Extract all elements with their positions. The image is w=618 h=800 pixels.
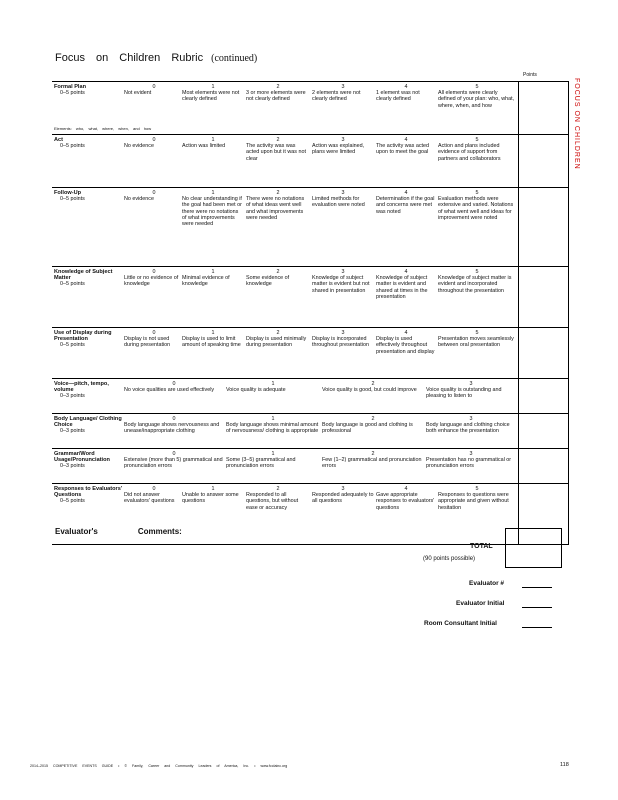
- total-sub: (90 points possible): [423, 556, 476, 562]
- score-cell: [438, 486, 516, 511]
- score-number: 1: [211, 269, 215, 275]
- sig-initial-label: Evaluator Initial: [456, 600, 505, 607]
- score-cell: [426, 381, 516, 400]
- score-number: 2: [276, 269, 280, 275]
- rubric-row: [52, 135, 618, 188]
- score-cell: [438, 330, 516, 349]
- score-description: Few (1–2) grammatical and pronunciation errors: [322, 457, 422, 470]
- score-cell: [322, 451, 424, 470]
- sig-initial-line[interactable]: [522, 607, 552, 608]
- score-cell: [182, 330, 244, 349]
- score-number: 0: [152, 84, 156, 90]
- score-cell: [182, 84, 244, 103]
- score-number: 0: [152, 330, 156, 336]
- score-description: All elements were clearly defined of your plan: who, what, where, when, and how: [438, 90, 515, 109]
- score-number: 5: [475, 84, 479, 90]
- score-description: 3 or more elements were not clearly defined: [246, 90, 306, 103]
- sig-consultant-label: Room Consultant Initial: [424, 620, 497, 627]
- score-description: Voice quality is outstanding and pleasing to listen to: [426, 387, 502, 400]
- score-description: Knowledge of subject matter is evident and shared at times in the presentation: [376, 275, 428, 300]
- score-number: 5: [475, 137, 479, 143]
- score-description: Did not answer evaluators' questions: [124, 492, 175, 505]
- score-description: Action was limited: [182, 143, 226, 150]
- score-description: Body language shows nervousness and unease/inappropriate clothing: [124, 422, 220, 435]
- score-description: Responded to all questions, but without ease or accuracy: [246, 492, 299, 511]
- score-cell: [426, 416, 516, 435]
- score-number: 3: [341, 190, 345, 196]
- side-label: FOCUS ON CHILDREN: [573, 78, 580, 170]
- total-label: TOTAL: [470, 543, 493, 550]
- score-description: Display is used effectively throughout presentation and display: [376, 336, 435, 355]
- score-description: The activity was acted upon to meet the goal: [376, 143, 430, 156]
- criterion: [54, 486, 124, 505]
- score-cell: [312, 84, 374, 103]
- score-cell: [312, 486, 374, 505]
- score-number: 0: [152, 137, 156, 143]
- criterion: [54, 84, 124, 96]
- score-number: 2: [371, 451, 375, 457]
- score-cell: [312, 269, 374, 294]
- score-description: No evidence: [124, 143, 154, 150]
- score-cell: [376, 190, 436, 215]
- score-number: 0: [172, 451, 176, 457]
- score-cell: [312, 190, 374, 209]
- score-cell: [438, 269, 516, 294]
- score-cell: [312, 330, 374, 349]
- criterion-range: 0–5 points: [60, 498, 85, 505]
- score-number: 4: [404, 137, 408, 143]
- criterion-name: Use of Display during Presentation: [54, 330, 112, 343]
- score-number: 0: [152, 486, 156, 492]
- score-description: Little or no evidence of knowledge: [124, 275, 179, 288]
- score-number: 4: [404, 84, 408, 90]
- score-description: 1 element was not clearly defined: [376, 90, 420, 103]
- score-number: 3: [341, 84, 345, 90]
- score-number: 0: [172, 416, 176, 422]
- criterion-name: Body Language/ Clothing Choice: [54, 416, 122, 429]
- score-number: 2: [276, 84, 280, 90]
- continued-label: (continued): [211, 53, 258, 64]
- score-number: 2: [371, 381, 375, 387]
- page-title: Focus on Children Rubric (continued): [55, 52, 258, 64]
- score-description: Voice quality is adequate: [226, 387, 286, 394]
- score-number: 3: [469, 381, 473, 387]
- score-description: Body language is good and clothing is professional: [322, 422, 413, 435]
- score-cell: [246, 84, 310, 103]
- score-description: Display is not used during presentation: [124, 336, 171, 349]
- score-number: 5: [475, 330, 479, 336]
- score-description: Unable to answer some questions: [182, 492, 239, 505]
- score-number: 4: [404, 190, 408, 196]
- score-number: 2: [276, 330, 280, 336]
- score-cell: [438, 137, 516, 162]
- rubric-row: [52, 267, 618, 328]
- points-cell[interactable]: [518, 379, 568, 414]
- criterion-name: Responses to Evaluators' Questions: [54, 486, 123, 499]
- criterion: [54, 137, 124, 149]
- score-cell: [438, 190, 516, 221]
- sig-consultant-line[interactable]: [522, 627, 552, 628]
- score-number: 3: [341, 486, 345, 492]
- score-description: Responded adequately to all questions: [312, 492, 374, 505]
- criterion-range: 0–3 points: [60, 428, 85, 435]
- score-description: Some (3–5) grammatical and pronunciation errors: [226, 457, 296, 470]
- score-description: Evaluation methods were extensive and varied. Notations of what went well and ideas for improvement were noted: [438, 196, 514, 221]
- criterion: [54, 269, 124, 288]
- score-description: There were no notations of what ideas went well and what improvements were needed: [246, 196, 305, 221]
- criterion-range: 0–3 points: [60, 393, 85, 400]
- score-description: Action and plans included evidence of support from partners and collaborators: [438, 143, 501, 162]
- score-number: 1: [271, 416, 275, 422]
- points-cell[interactable]: [518, 414, 568, 449]
- score-description: Knowledge of subject matter is evident but not shared in presentation: [312, 275, 370, 294]
- score-cell: [182, 137, 244, 149]
- score-number: 5: [475, 190, 479, 196]
- score-cell: [312, 137, 374, 156]
- criterion-range: 0–5 points: [60, 90, 85, 97]
- score-number: 5: [475, 269, 479, 275]
- points-cell[interactable]: [518, 188, 568, 267]
- score-cell: [246, 269, 310, 288]
- footer: 2014–2015 COMPETITIVE EVENTS GUIDE • © Family, Career and Community Leaders of America, Inc. • www.fcclainc.org: [30, 764, 288, 768]
- score-description: Display is used minimally during presentation: [246, 336, 307, 349]
- score-cell: [376, 486, 436, 511]
- score-description: Responses to questions were appropriate and given without hesitation: [438, 492, 509, 511]
- score-number: 3: [341, 269, 345, 275]
- score-number: 3: [469, 416, 473, 422]
- score-description: Minimal evidence of knowledge: [182, 275, 230, 288]
- score-number: 5: [475, 486, 479, 492]
- score-cell: [376, 84, 436, 103]
- score-cell: [246, 330, 310, 349]
- criterion: [54, 381, 124, 400]
- criterion-name: Knowledge of Subject Matter: [54, 269, 113, 282]
- score-number: 3: [341, 137, 345, 143]
- criterion-range: 0–5 points: [60, 196, 85, 203]
- score-description: Presentation moves seamlessly between oral presentation: [438, 336, 514, 349]
- score-cell: [124, 330, 184, 349]
- score-cell: [124, 381, 224, 393]
- score-description: 2 elements were not clearly defined: [312, 90, 361, 103]
- score-cell: [124, 190, 184, 202]
- score-cell: [124, 137, 184, 149]
- score-description: Most elements were not clearly defined: [182, 90, 240, 103]
- score-number: 3: [469, 451, 473, 457]
- criterion-range: 0–5 points: [60, 342, 85, 349]
- criterion-name: Voice—pitch, tempo, volume: [54, 381, 109, 394]
- score-description: Some evidence of knowledge: [246, 275, 290, 288]
- evaluator-comments-label: Evaluator's Comments:: [55, 527, 182, 536]
- score-description: Extensive (more than 5) grammatical and pronunciation errors: [124, 457, 223, 470]
- score-number: 1: [211, 190, 215, 196]
- criterion-range: 0–5 points: [60, 143, 85, 150]
- score-number: 1: [271, 451, 275, 457]
- score-number: 2: [371, 416, 375, 422]
- score-cell: [246, 190, 310, 221]
- score-description: Limited methods for evaluation were noted: [312, 196, 365, 209]
- score-number: 2: [276, 137, 280, 143]
- score-number: 2: [276, 486, 280, 492]
- score-number: 3: [341, 330, 345, 336]
- score-number: 4: [404, 330, 408, 336]
- score-description: Not evident: [124, 90, 152, 97]
- score-cell: [182, 269, 244, 288]
- criterion-name: Grammar/Word Usage/Pronunciation: [54, 451, 110, 464]
- criterion-name: Act: [54, 137, 64, 143]
- elements-note: Elements: who, what, where, when, and how: [54, 125, 152, 131]
- score-cell: [426, 451, 516, 470]
- score-cell: [182, 190, 244, 227]
- score-description: No evidence: [124, 196, 154, 203]
- criterion: [54, 451, 124, 470]
- score-number: 1: [211, 137, 215, 143]
- points-cell[interactable]: [518, 267, 568, 328]
- score-description: Display is incorporated throughout presentation: [312, 336, 369, 349]
- score-description: The activity was was acted upon but it was not clear: [246, 143, 306, 162]
- score-number: 1: [271, 381, 275, 387]
- score-cell: [124, 269, 184, 288]
- points-cell[interactable]: [518, 82, 568, 135]
- rubric-row: [52, 414, 618, 449]
- rubric-row: [52, 328, 618, 379]
- score-cell: [124, 416, 224, 435]
- criterion: [54, 190, 124, 202]
- score-cell: [376, 137, 436, 156]
- score-cell: [322, 381, 424, 393]
- sig-evaluator-label: Evaluator #: [469, 580, 505, 587]
- score-description: Body language shows minimal amount of nervousness/ clothing is appropriate: [226, 422, 319, 435]
- points-cell[interactable]: [518, 449, 568, 484]
- score-number: 1: [211, 330, 215, 336]
- score-description: Display is used to limit amount of speaking time: [182, 336, 241, 349]
- criterion: [54, 416, 124, 435]
- score-description: Body language and clothing choice both enhance the presentation: [426, 422, 510, 435]
- score-description: Voice quality is good, but could improve: [322, 387, 417, 394]
- score-number: 1: [211, 84, 215, 90]
- points-cell[interactable]: [518, 135, 568, 188]
- score-cell: [246, 137, 310, 162]
- score-description: Gave appropriate responses to evaluators' questions: [376, 492, 435, 511]
- rubric-row: [52, 379, 618, 414]
- score-description: No clear understanding if the goal had been met or there were no notations of what improvements were needed: [182, 196, 242, 228]
- score-number: 0: [152, 190, 156, 196]
- page-number: 118: [560, 762, 569, 768]
- score-description: Knowledge of subject matter is evident and incorporated throughout the presentation: [438, 275, 512, 294]
- score-cell: [322, 416, 424, 435]
- score-cell: [226, 451, 320, 470]
- rubric-row: [52, 82, 618, 135]
- score-cell: [124, 451, 224, 470]
- score-cell: [376, 269, 436, 300]
- sig-evaluator-line[interactable]: [522, 587, 552, 588]
- score-cell: [226, 416, 320, 435]
- score-number: 0: [172, 381, 176, 387]
- score-description: Determination if the goal and concerns were met was noted: [376, 196, 435, 215]
- score-cell: [124, 84, 184, 96]
- score-number: 2: [276, 190, 280, 196]
- score-cell: [124, 486, 184, 505]
- criterion: [54, 330, 124, 349]
- total-box[interactable]: [505, 528, 562, 568]
- score-cell: [246, 486, 310, 511]
- criterion-range: 0–3 points: [60, 463, 85, 470]
- score-number: 1: [211, 486, 215, 492]
- points-header: Points: [523, 72, 537, 78]
- score-description: Action was explained, plans were limited: [312, 143, 365, 156]
- score-cell: [376, 330, 436, 355]
- score-description: No voice qualities are used effectively: [124, 387, 215, 394]
- points-cell[interactable]: [518, 328, 568, 379]
- criterion-range: 0–5 points: [60, 281, 85, 288]
- criterion-name: Formal Plan: [54, 84, 87, 90]
- criterion-name: Follow-Up: [54, 190, 82, 196]
- rubric-row: [52, 449, 618, 484]
- score-cell: [226, 381, 320, 393]
- score-number: 4: [404, 269, 408, 275]
- score-cell: [438, 84, 516, 109]
- score-number: 4: [404, 486, 408, 492]
- score-description: Presentation has no grammatical or pronunciation errors: [426, 457, 512, 470]
- score-number: 0: [152, 269, 156, 275]
- score-cell: [182, 486, 244, 505]
- rubric-table: [52, 81, 618, 545]
- rubric-row: [52, 188, 618, 267]
